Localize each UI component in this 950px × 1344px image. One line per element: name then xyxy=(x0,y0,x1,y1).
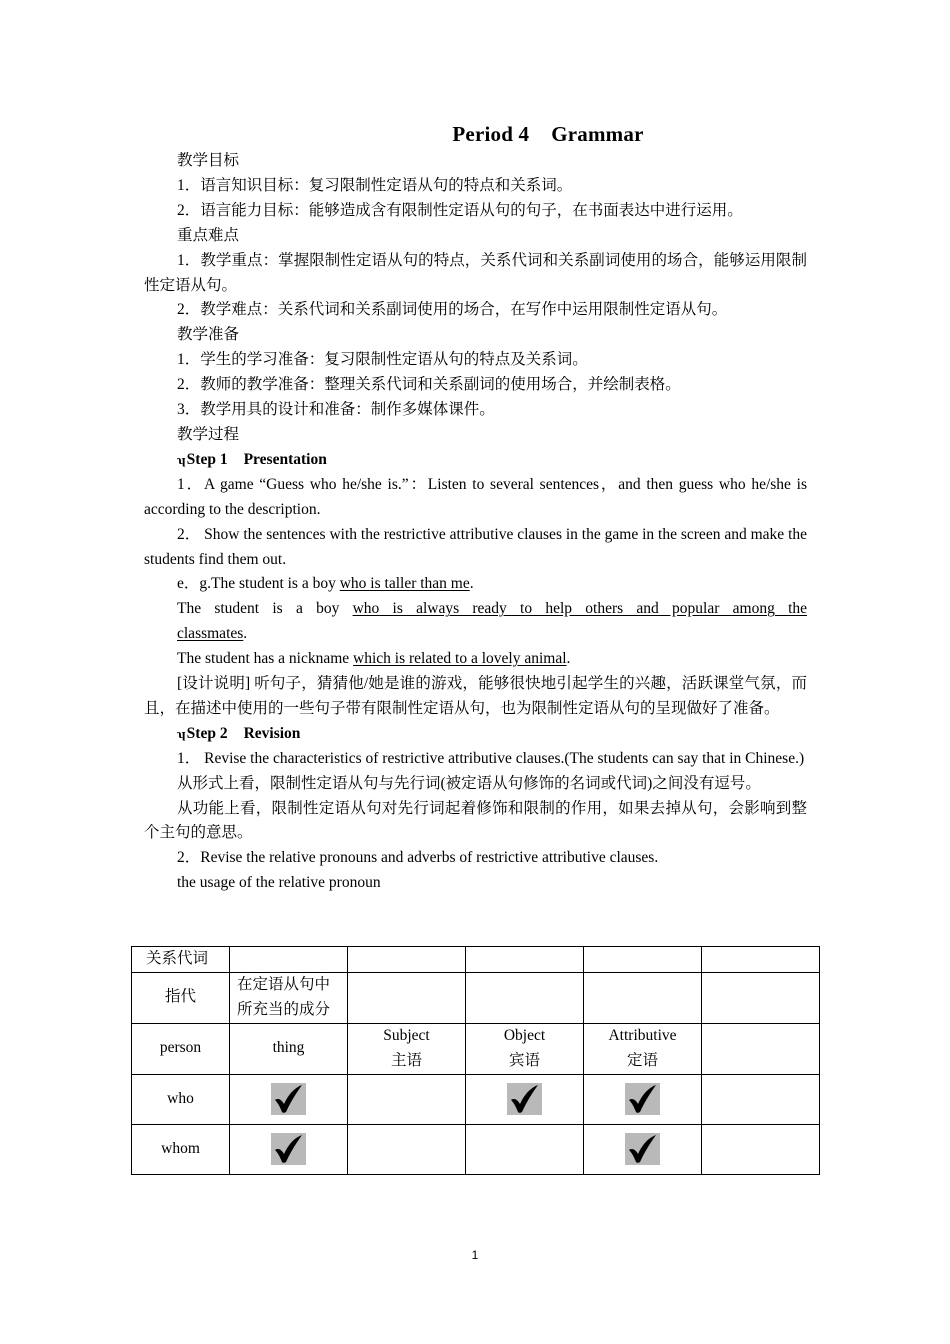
cell-line: 宾语 xyxy=(508,1051,540,1069)
example-3-lead: The student has a nickname xyxy=(177,650,354,668)
heading-process: 教学过程 xyxy=(177,425,240,443)
table-cell xyxy=(702,1124,820,1174)
step-1-name: Presentation xyxy=(243,450,327,468)
design-note-1: [设计说明] 听句子，猜猜他/她是谁的游戏，能够很快地引起学生的兴趣，活跃课堂气氛，而且，在描述中使用的一些句子带有限制性定语从句，也为限制性定语从句的呈现做好了准备。 xyxy=(144,675,807,717)
example-2-lead: The student is a boy xyxy=(177,600,353,618)
cell-line: 主语 xyxy=(390,1051,422,1069)
table-cell: whom xyxy=(132,1124,230,1174)
example-1 xyxy=(144,572,807,597)
table-cell xyxy=(348,972,466,1023)
cell-line: Subject xyxy=(383,1027,430,1044)
step-2-item-2: 2．Revise the relative pronouns and adverbs of restrictive attributive clauses. xyxy=(177,849,659,867)
table-cell xyxy=(348,1074,466,1124)
table-cell xyxy=(702,972,820,1023)
table-cell xyxy=(466,1074,584,1124)
key-point-1: 1．教学重点：掌握限制性定语从句的特点，关系代词和关系副词使用的场合，能够运用限制性定语从句。 xyxy=(144,251,807,294)
table-cell xyxy=(230,1124,348,1174)
table-cell xyxy=(466,1124,584,1174)
table-cell: who xyxy=(132,1074,230,1124)
table-cell xyxy=(348,1124,466,1174)
checkmark-icon xyxy=(625,1133,660,1165)
step-marker-icon: ʮ xyxy=(177,725,186,741)
table-row xyxy=(132,972,820,1023)
step-1-item-2: 2． Show the sentences with the restrictive attributive clauses in the game in the screen and make the students find them out. xyxy=(144,525,807,568)
step-marker-icon: ʮ xyxy=(177,451,186,467)
cell-line: 定语 xyxy=(626,1051,658,1069)
checkmark-icon xyxy=(271,1083,306,1115)
title-period: Period 4 xyxy=(452,122,530,146)
example-3 xyxy=(144,647,807,672)
checkmark-icon xyxy=(507,1083,542,1115)
table-cell xyxy=(584,1074,702,1124)
step-1-number: Step 1 xyxy=(186,450,228,468)
goal-2: 2．语言能力目标：能够造成含有限制性定语从句的句子，在书面表达中进行运用。 xyxy=(177,201,743,219)
table-cell: 关系代词 xyxy=(132,947,230,973)
table-cell xyxy=(702,1023,820,1074)
table-row xyxy=(132,1124,820,1174)
example-2-clause: who is always ready to help others and popular among the xyxy=(352,600,808,618)
table-cell xyxy=(230,947,348,973)
example-1-clause: who is taller than me xyxy=(339,575,470,593)
table-row xyxy=(132,1074,820,1124)
table-cell xyxy=(466,972,584,1023)
checkmark-icon xyxy=(625,1083,660,1115)
example-2 xyxy=(144,597,807,622)
step-2-number: Step 2 xyxy=(186,724,228,742)
table-cell xyxy=(584,972,702,1023)
step-2-function: 从功能上看，限制性定语从句对先行词起着修饰和限制的作用，如果去掉从句，会影响到整个主句的意思。 xyxy=(144,799,807,842)
table-cell: 指代 xyxy=(132,972,230,1023)
relative-pronoun-table xyxy=(131,946,820,1175)
cell-line: Attributive xyxy=(608,1027,677,1044)
step-2-form: 从形式上看，限制性定语从句与先行词(被定语从句修饰的名词或代词)之间没有逗号。 xyxy=(177,774,761,792)
example-1-end: . xyxy=(469,575,474,593)
step-1-heading xyxy=(144,448,807,473)
step-1-item-1: 1．A game “Guess who he/she is.”：Listen to several sentences，and then guess who he/she is according to the description. xyxy=(144,475,807,518)
prep-1: 1．学生的学习准备：复习限制性定语从句的特点及关系词。 xyxy=(177,351,588,369)
step-2-name: Revision xyxy=(243,724,301,742)
example-3-clause: which is related to a lovely animal xyxy=(353,650,567,668)
page-number: 1 xyxy=(471,1248,479,1262)
table-cell xyxy=(466,947,584,973)
document-body xyxy=(144,149,807,896)
example-2-end: . xyxy=(243,625,248,643)
heading-key-points: 重点难点 xyxy=(177,226,240,244)
table-cell xyxy=(584,947,702,973)
table-row xyxy=(132,1023,820,1074)
table-cell: thing xyxy=(230,1023,348,1074)
goal-1: 1．语言知识目标：复习限制性定语从句的特点和关系词。 xyxy=(177,176,573,194)
key-point-2: 2．教学难点：关系代词和关系副词使用的场合，在写作中运用限制性定语从句。 xyxy=(177,301,728,319)
title-grammar: Grammar xyxy=(551,122,644,146)
checkmark-icon xyxy=(271,1133,306,1165)
table-cell xyxy=(348,1023,466,1074)
table-cell xyxy=(230,1074,348,1124)
cell-line: Object xyxy=(503,1027,546,1044)
heading-preparation: 教学准备 xyxy=(177,326,240,344)
example-3-end: . xyxy=(566,650,571,668)
table-cell xyxy=(702,1074,820,1124)
example-1-lead: e．g.The student is a boy xyxy=(177,575,340,593)
usage-caption: the usage of the relative pronoun xyxy=(177,874,381,892)
page-title xyxy=(0,122,950,147)
table-cell xyxy=(348,947,466,973)
table-cell xyxy=(584,1023,702,1074)
example-2-continued xyxy=(144,622,807,647)
table-cell xyxy=(702,947,820,973)
prep-2: 2．教师的教学准备：整理关系代词和关系副词的使用场合，并绘制表格。 xyxy=(177,376,681,394)
table-cell xyxy=(466,1023,584,1074)
example-2-clause-end: classmates xyxy=(177,625,244,643)
step-2-item-1: 1． Revise the characteristics of restrictive attributive clauses.(The students can say that in Chinese.) xyxy=(177,749,805,767)
table-cell xyxy=(584,1124,702,1174)
step-2-heading xyxy=(144,722,807,747)
heading-goals: 教学目标 xyxy=(177,152,240,169)
table-cell: person xyxy=(132,1023,230,1074)
prep-3: 3．教学用具的设计和准备：制作多媒体课件。 xyxy=(177,401,495,419)
table-cell: 在定语从句中所充当的成分 xyxy=(230,972,348,1023)
table-row xyxy=(132,947,820,973)
